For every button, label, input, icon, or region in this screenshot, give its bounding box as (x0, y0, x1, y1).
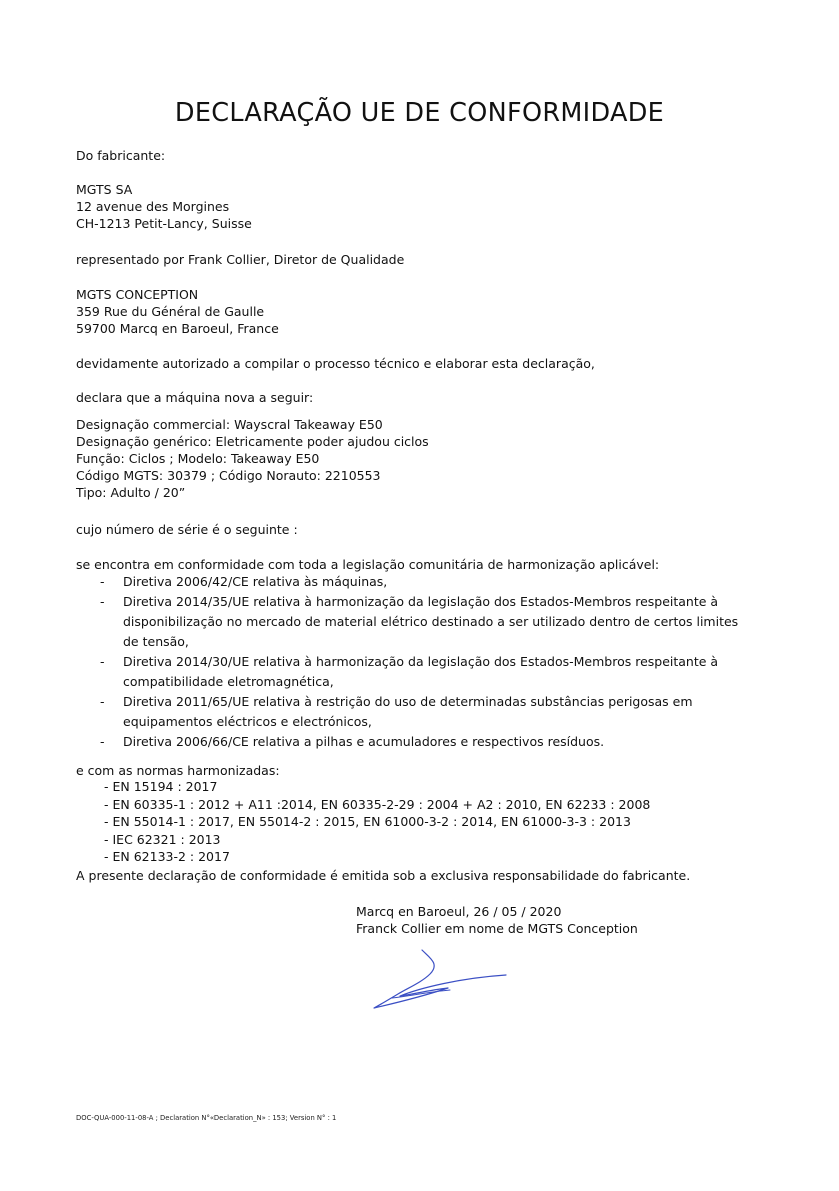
product-function: Função: Ciclos ; Modelo: Takeaway E50 (76, 451, 320, 466)
list-item (76, 692, 776, 732)
manufacturer-street: 12 avenue des Morgines (76, 199, 230, 214)
list-item (76, 652, 776, 692)
product-commercial: Designação commercial: Wayscral Takeaway E50 (76, 417, 383, 432)
handwritten-signature (370, 944, 520, 1014)
place-date: Marcq en Baroeul, 26 / 05 / 2020 (356, 904, 562, 919)
list-item: - EN 62133-2 : 2017 (104, 849, 230, 865)
list-item: - IEC 62321 : 2013 (104, 831, 221, 847)
compiler-city: 59700 Marcq en Baroeul, France (76, 321, 279, 336)
directive-line: compatibilidade eletromagnética, (123, 674, 334, 689)
product-generic: Designação genérico: Eletricamente poder ajudou ciclos (76, 434, 429, 449)
directive-line: equipamentos eléctricos e electrónicos, (123, 714, 372, 729)
list-item: - EN 55014-1 : 2017, EN 55014-2 : 2015, EN 61000-3-2 : 2014, EN 61000-3-3 : 2013 (104, 814, 631, 830)
represented-by-text: representado por Frank Collier, Diretor de Qualidade (76, 252, 405, 267)
list-dash: - (100, 734, 105, 749)
list-item (76, 572, 776, 592)
authorized-text: devidamente autorizado a compilar o processo técnico e elaborar esta declaração, (76, 356, 595, 371)
list-item: - EN 60335-1 : 2012 + A11 :2014, EN 60335-2-29 : 2004 + A2 : 2010, EN 62233 : 2008 (104, 796, 651, 812)
page-title: DECLARAÇÃO UE DE CONFORMIDADE (174, 98, 665, 128)
standards-list (104, 778, 650, 866)
footer-reference: DOC-QUA-000-11-08-A ; Declaration N°«Declaration_N» : 153; Version N° : 1 (76, 1114, 337, 1122)
manufacturer-name: MGTS SA (76, 182, 133, 197)
signatory-name: Franck Collier em nome de MGTS Conception (356, 921, 638, 936)
compiler-name: MGTS CONCEPTION (76, 287, 199, 302)
directive-line: disponibilização no mercado de material elétrico destinado a ser utilizado dentro de certos limites (123, 614, 739, 629)
list-item (76, 592, 776, 652)
list-dash: - (100, 654, 105, 669)
list-dash: - (100, 574, 105, 589)
directive-line: Diretiva 2011/65/UE relativa à restrição do uso de determinadas substâncias perigosas em (123, 694, 693, 709)
conformity-text: se encontra em conformidade com toda a legislação comunitária de harmonização aplicável: (76, 557, 660, 572)
directive-line: Diretiva 2006/42/CE relativa às máquinas, (123, 574, 388, 589)
manufacturer-city: CH-1213 Petit-Lancy, Suisse (76, 216, 252, 231)
serial-text: cujo número de série é o seguinte : (76, 522, 298, 537)
directive-line: Diretiva 2014/35/UE relativa à harmonização da legislação dos Estados-Membros respeitante à (123, 594, 719, 609)
directive-line: Diretiva 2014/30/UE relativa à harmonização da legislação dos Estados-Membros respeitante à (123, 654, 719, 669)
compiler-street: 359 Rue du Général de Gaulle (76, 304, 265, 319)
list-item (76, 732, 776, 752)
intro-text: Do fabricante: (76, 148, 166, 163)
directive-line: de tensão, (123, 634, 189, 649)
product-type: Tipo: Adulto / 20” (76, 485, 186, 500)
declares-text: declara que a máquina nova a seguir: (76, 390, 314, 405)
directive-line: Diretiva 2006/66/CE relativa a pilhas e acumuladores e respectivos resíduos. (123, 734, 605, 749)
list-item: - EN 15194 : 2017 (104, 779, 218, 794)
signature-stroke (392, 990, 450, 998)
list-dash: - (100, 594, 105, 609)
responsibility-text: A presente declaração de conformidade é emitida sob a exclusiva responsabilidade do fabricante. (76, 868, 691, 883)
directive-list (76, 572, 776, 752)
signature-stroke (374, 950, 506, 1008)
product-codes: Código MGTS: 30379 ; Código Norauto: 2210553 (76, 468, 381, 483)
list-dash: - (100, 694, 105, 709)
standards-intro: e com as normas harmonizadas: (76, 763, 280, 778)
